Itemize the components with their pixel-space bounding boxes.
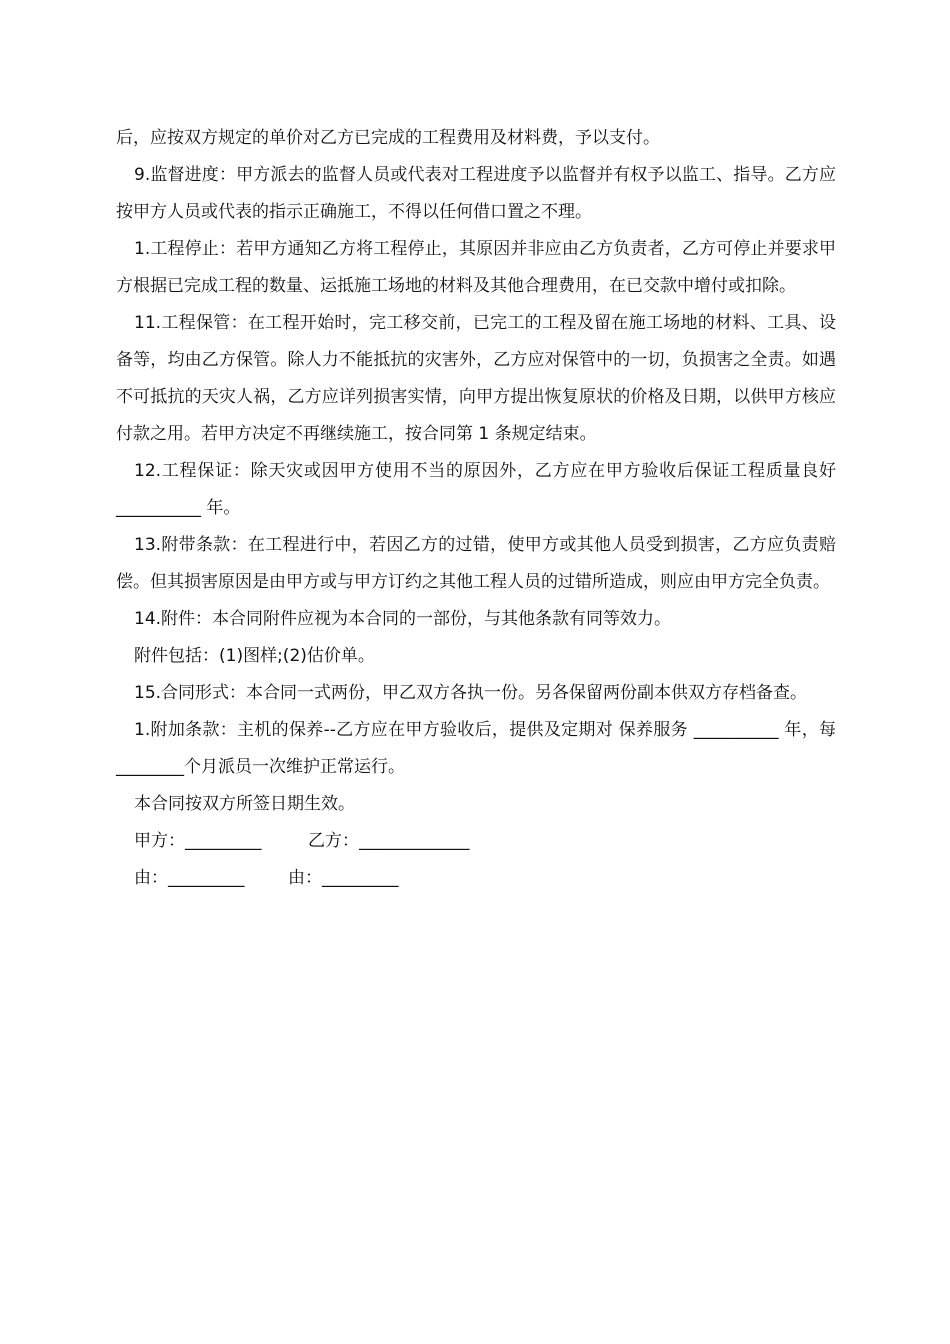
attachments-list: 附件包括：(1)图样;(2)估价单。 (134, 646, 375, 666)
paragraph-continuation: 后，应按双方规定的单价对乙方已完成的工程费用及材料费，予以支付。 (116, 128, 660, 148)
clause-13-additional-terms: 13.附带条款：在工程进行中，若因乙方的过错，使甲方或其他人员受到损害，乙方应负责赔偿。但其损害原因是由甲方或与甲方订约之其他工程人员的过错所造成，则应由甲方完全负责。 (116, 535, 836, 592)
representative-signature-row (116, 860, 836, 897)
party-b-field: 乙方：_____________ (308, 831, 470, 851)
clause-16-maintenance: 1.附加条款：主机的保养--乙方应在甲方验收后，提供及定期对 保养服务 __________ 年，每 ________个月派员一次维护正常运行。 (116, 720, 836, 777)
clause-9-supervision: 9.监督进度：甲方派去的监督人员或代表对工程进度予以监督并有权予以监工、指导。乙方应按甲方人员或代表的指示正确施工，不得以任何借口置之不理。 (116, 165, 836, 222)
by-a-field: 由：_________ (134, 868, 245, 888)
clause-14-attachments: 14.附件：本合同附件应视为本合同的一部份，与其他条款有同等效力。 (134, 609, 672, 629)
clause-11-custody: 11.工程保管：在工程开始时，完工移交前，已完工的工程及留在施工场地的材料、工具、设备等，均由乙方保管。除人力不能抵抗的灾害外，乙方应对保管中的一切，负损害之全责。如遇不可抵抗的天灾人祸，乙方应详列损害实情，向甲方提出恢复原状的价格及日期，以供甲方核应付款之用。若甲方决定不再继续施工，按合同第 1 条规定结束。 (116, 313, 836, 444)
clause-10-stoppage: 1.工程停止：若甲方通知乙方将工程停止，其原因并非应由乙方负责者，乙方可停止并要求甲方根据已完成工程的数量、运抵施工场地的材料及其他合理费用，在已交款中增付或扣除。 (116, 239, 836, 296)
by-b-field: 由：_________ (288, 868, 399, 888)
contract-page (116, 120, 836, 897)
party-a-field: 甲方：_________ (134, 831, 262, 851)
party-signature-row (116, 823, 836, 860)
effective-date-statement: 本合同按双方所签日期生效。 (134, 794, 355, 814)
clause-15-contract-form: 15.合同形式：本合同一式两份，甲乙双方各执一份。另各保留两份副本供双方存档备查。 (134, 683, 808, 703)
clause-12-warranty: 12.工程保证：除天灾或因甲方使用不当的原因外，乙方应在甲方验收后保证工程质量良好 __________ 年。 (116, 461, 836, 518)
